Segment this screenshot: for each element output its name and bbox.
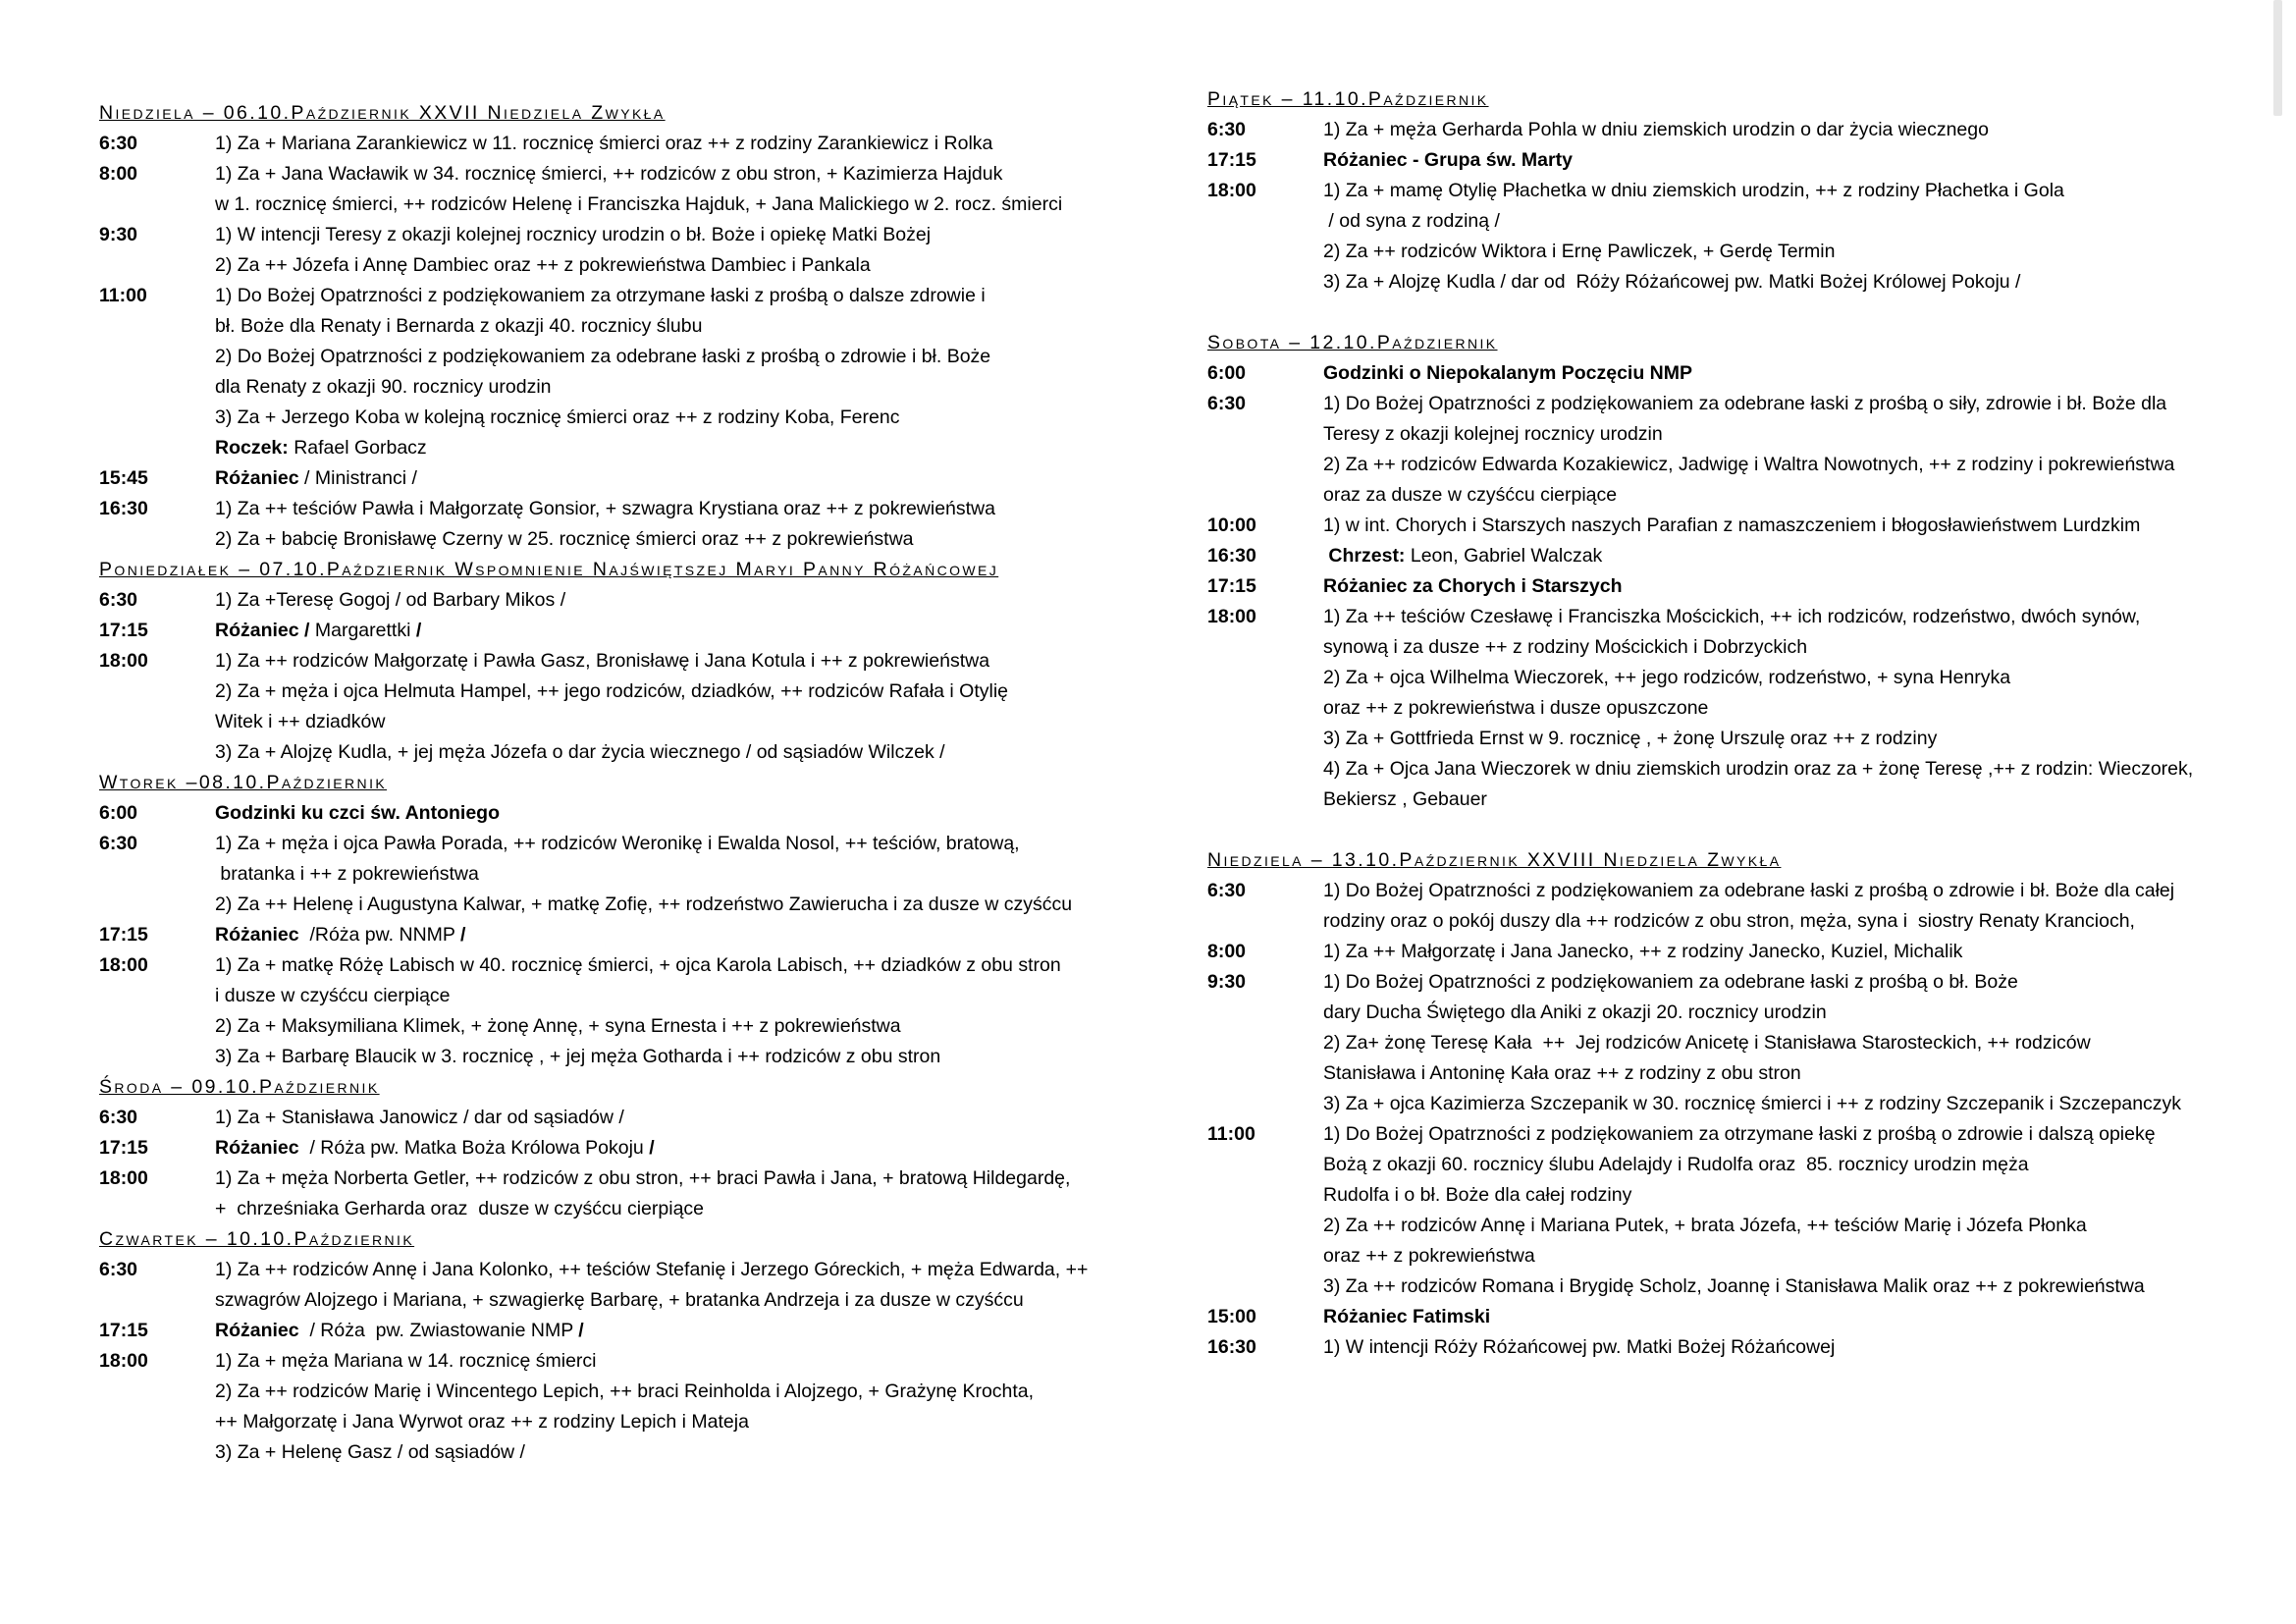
intention-line <box>215 281 1140 311</box>
intention-line <box>215 463 1140 494</box>
intention-text: Leon, Gabriel Walczak <box>1405 545 1603 567</box>
intention-text: dary Ducha Świętego dla Aniki z okazji 20. rocznicy urodzin <box>1323 1001 1827 1023</box>
intention-line <box>1323 1302 2248 1332</box>
intention-line <box>215 859 1140 890</box>
day-section <box>1207 84 2248 298</box>
mass-time: 18:00 <box>99 1167 148 1189</box>
intention-text: 2) Za + Maksymiliana Klimek, + żonę Annę, + syna Ernesta i ++ z pokrewieństwa <box>215 1015 901 1037</box>
intention-line <box>1323 785 2248 815</box>
intention-text: 1) Do Bożej Opatrzności z podziękowaniem za otrzymane łaski z prośbą o dalsze zdrowie i <box>215 285 986 306</box>
mass-time: 17:15 <box>99 620 148 641</box>
intention-text: 1) w int. Chorych i Starszych naszych Parafian z namaszczeniem i błogosławieństwem Lurdzkim <box>1323 514 2141 536</box>
intention-line <box>1323 632 2248 663</box>
mass-entry <box>99 616 1140 646</box>
mass-entry <box>1207 358 2248 389</box>
intention-text: Bożą z okazji 60. rocznicy ślubu Adelajdy i Rudolfa oraz 85. rocznicy urodzin męża <box>1323 1154 2029 1175</box>
mass-time: 17:15 <box>1207 149 1256 171</box>
intention-text: dla Renaty z okazji 90. rocznicy urodzin <box>215 376 552 398</box>
intention-line <box>1323 663 2248 693</box>
intention-line <box>1323 906 2248 937</box>
mass-entry <box>99 1346 1140 1468</box>
intention-list <box>215 950 1140 1072</box>
intention-list <box>1323 1332 2248 1363</box>
mass-entry <box>99 159 1140 220</box>
intention-line <box>1323 998 2248 1028</box>
mass-time: 9:30 <box>1207 971 1247 993</box>
intention-line <box>215 707 1140 737</box>
mass-time: 8:00 <box>99 163 138 185</box>
intention-list <box>1323 541 2248 571</box>
intention-line <box>1323 480 2248 511</box>
intention-text: + chrześniaka Gerharda oraz dusze w czyśćcu cierpiące <box>215 1198 705 1219</box>
day-section <box>99 1224 1140 1468</box>
intention-text: 3) Za + Alojzę Kudla, + jej męża Józefa o dar życia wiecznego / od sąsiadów Wilczek / <box>215 741 945 763</box>
intention-text: 2) Za+ żonę Teresę Kała ++ Jej rodziców Anicetę i Stanisława Starosteckich, ++ rodziców <box>1323 1032 2091 1054</box>
mass-entry <box>99 920 1140 950</box>
intention-list <box>1323 937 2248 967</box>
intention-text: 3) Za ++ rodziców Romana i Brygidę Scholz, Joannę i Stanisława Malik oraz ++ z pokrewieństwa <box>1323 1275 2145 1297</box>
intention-list <box>215 1133 1140 1164</box>
intention-list <box>1323 358 2248 389</box>
intention-line <box>1323 693 2248 724</box>
mass-time: 6:30 <box>99 1107 138 1128</box>
intention-text: 1) Do Bożej Opatrzności z podziękowaniem za otrzymane łaski z prośbą o zdrowie i dalszą opiekę <box>1323 1123 2156 1145</box>
intention-line <box>215 311 1140 342</box>
intention-line <box>215 403 1140 433</box>
intention-list <box>1323 571 2248 602</box>
intention-text: szwagrów Alojzego i Mariana, + szwagierkę Barbarę, + bratanka Andrzeja i za dusze w czyśćcu <box>215 1289 1024 1311</box>
intention-line <box>215 1437 1140 1468</box>
intention-list <box>215 798 1140 829</box>
intention-text: ++ Małgorzatę i Jana Wyrwot oraz ++ z rodziny Lepich i Mateja <box>215 1411 749 1433</box>
intention-list <box>215 159 1140 220</box>
mass-time: 17:15 <box>99 924 148 946</box>
intention-text: 1) Za ++ teściów Pawła i Małgorzatę Gonsior, + szwagra Krystiana oraz ++ z pokrewieństwa <box>215 498 995 519</box>
intention-text: Witek i ++ dziadków <box>215 711 386 732</box>
mass-entry <box>1207 145 2248 176</box>
mass-entry <box>99 798 1140 829</box>
intention-line <box>215 1377 1140 1407</box>
intention-text: 2) Za ++ rodziców Marię i Wincentego Lepich, ++ braci Reinholda i Alojzego, + Grażynę Krochta, <box>215 1380 1035 1402</box>
intention-text: 2) Za + męża i ojca Helmuta Hampel, ++ jego rodziców, dziadków, ++ rodziców Rafała i Otylię <box>215 680 1009 702</box>
intention-text: 1) Za + Stanisława Janowicz / dar od sąsiadów / <box>215 1107 624 1128</box>
day-section <box>1207 328 2248 815</box>
day-header: Środa – 09.10.Październik <box>99 1076 380 1098</box>
intention-list <box>215 281 1140 463</box>
intention-line <box>1323 1058 2248 1089</box>
intention-text: Rafael Gorbacz <box>288 437 427 459</box>
mass-time: 9:30 <box>99 224 138 245</box>
intention-list <box>215 494 1140 555</box>
bold-label: Różaniec <box>215 924 299 946</box>
mass-entry <box>1207 541 2248 571</box>
intention-line <box>215 1316 1140 1346</box>
intention-line <box>215 1133 1140 1164</box>
intention-line <box>1323 1272 2248 1302</box>
intention-text: / Róża pw. Zwiastowanie NMP <box>298 1320 579 1341</box>
left-column <box>99 98 1140 1468</box>
bold-label: Różaniec <box>215 1320 299 1341</box>
mass-time: 11:00 <box>99 285 147 306</box>
intention-line <box>1323 1028 2248 1058</box>
day-header: Piątek – 11.10.Październik <box>1207 88 1489 110</box>
day-header: Niedziela – 06.10.Październik XXVII Niedziela Zwykła <box>99 102 666 124</box>
day-section <box>99 98 1140 555</box>
intention-text: 2) Za ++ Helenę i Augustyna Kalwar, + matkę Zofię, ++ rodzeństwo Zawierucha i za dusze w czyśćcu <box>215 893 1073 915</box>
intention-line <box>215 677 1140 707</box>
day-section <box>99 555 1140 768</box>
intention-list <box>1323 876 2248 937</box>
intention-text: i dusze w czyśćcu cierpiące <box>215 985 451 1006</box>
intention-text: 4) Za + Ojca Jana Wieczorek w dniu ziemskich urodzin oraz za + żonę Teresę ,++ z rodzin: Wieczorek, <box>1323 758 2194 780</box>
intention-text: bł. Boże dla Renaty i Bernarda z okazji 40. rocznicy ślubu <box>215 315 703 337</box>
intention-text: 3) Za + Helenę Gasz / od sąsiadów / <box>215 1441 525 1463</box>
intention-text: 1) Za + męża Gerharda Pohla w dniu ziemskich urodzin o dar życia wiecznego <box>1323 119 1989 140</box>
bold-label: Chrzest: <box>1323 545 1406 567</box>
bold-label: Godzinki ku czci św. Antoniego <box>215 802 500 824</box>
intention-text: 2) Za ++ rodziców Edwarda Kozakiewicz, Jadwigę i Waltra Nowotnych, ++ z rodziny i pokrewieństwa <box>1323 454 2175 475</box>
intention-line <box>1323 1089 2248 1119</box>
intention-list <box>1323 389 2248 511</box>
intention-line <box>215 1255 1140 1285</box>
intention-text: 1) Za ++ Małgorzatę i Jana Janecko, ++ z rodziny Janecko, Kuziel, Michalik <box>1323 941 1963 962</box>
bold-label: / <box>578 1320 584 1341</box>
intention-text: Margarettki <box>309 620 416 641</box>
intention-line <box>1323 176 2248 206</box>
mass-time: 18:00 <box>99 1350 148 1372</box>
mass-time: 6:30 <box>99 1259 138 1280</box>
intention-line <box>1323 358 2248 389</box>
mass-entry <box>99 829 1140 920</box>
mass-entry <box>99 585 1140 616</box>
mass-entry <box>1207 115 2248 145</box>
intention-list <box>215 1346 1140 1468</box>
bold-label: / <box>415 620 422 641</box>
intention-text: Bekiersz , Gebauer <box>1323 788 1487 810</box>
intention-line <box>215 950 1140 981</box>
bold-label: Różaniec - Grupa św. Marty <box>1323 149 1573 171</box>
intention-text: 2) Za ++ rodziców Annę i Mariana Putek, + brata Józefa, ++ teściów Marię i Józefa Płonka <box>1323 1215 2087 1236</box>
intention-line <box>215 342 1140 372</box>
mass-time: 18:00 <box>1207 180 1256 201</box>
intention-text: 1) Za + matkę Różę Labisch w 40. rocznicę śmierci, + ojca Karola Labisch, ++ dziadków z obu stron <box>215 954 1061 976</box>
intention-text: 3) Za + ojca Kazimierza Szczepanik w 30. rocznicę śmierci i ++ z rodziny Szczepanik i Szczepanczyk <box>1323 1093 2182 1114</box>
intention-list <box>1323 602 2248 815</box>
intention-list <box>215 1103 1140 1133</box>
intention-text: oraz ++ z pokrewieństwa <box>1323 1245 1535 1267</box>
day-header: Czwartek – 10.10.Październik <box>99 1228 415 1250</box>
mass-entry <box>99 281 1140 463</box>
intention-line <box>215 250 1140 281</box>
mass-time: 6:00 <box>99 802 138 824</box>
intention-text: 1) Za +Teresę Gogoj / od Barbary Mikos / <box>215 589 566 611</box>
mass-time: 17:15 <box>99 1137 148 1159</box>
intention-list <box>1323 1302 2248 1332</box>
day-header: Poniedziałek – 07.10.Październik Wspomnienie Najświętszej Maryi Panny Różańcowej <box>99 559 999 580</box>
intention-text: 1) Za ++ rodziców Małgorzatę i Pawła Gasz, Bronisławę i Jana Kotula i ++ z pokrewieństwa <box>215 650 990 672</box>
mass-time: 6:30 <box>1207 119 1247 140</box>
intention-text: 2) Do Bożej Opatrzności z podziękowaniem za odebrane łaski z prośbą o zdrowie i bł. Boże <box>215 346 991 367</box>
intention-text: Teresy z okazji kolejnej rocznicy urodzin <box>1323 423 1663 445</box>
mass-time: 10:00 <box>1207 514 1256 536</box>
mass-entry <box>1207 176 2248 298</box>
intention-text: / od syna z rodziną / <box>1323 210 1500 232</box>
intention-line <box>215 159 1140 189</box>
intention-line <box>1323 1150 2248 1180</box>
mass-time: 6:30 <box>99 133 138 154</box>
mass-entry <box>99 463 1140 494</box>
intention-line <box>215 737 1140 768</box>
intention-line <box>1323 724 2248 754</box>
mass-time: 15:45 <box>99 467 148 489</box>
mass-time: 6:30 <box>1207 393 1247 414</box>
intention-text: oraz za dusze w czyśćcu cierpiące <box>1323 484 1618 506</box>
mass-entry <box>99 1255 1140 1316</box>
day-header: Wtorek –08.10.Październik <box>99 772 388 793</box>
day-header: Niedziela – 13.10.Październik XXVIII Niedziela Zwykła <box>1207 849 1782 871</box>
intention-text: 3) Za + Gottfrieda Ernst w 9. rocznicę , + żonę Urszulę oraz ++ z rodziny <box>1323 728 1938 749</box>
mass-time: 15:00 <box>1207 1306 1256 1327</box>
intention-line <box>1323 206 2248 237</box>
bold-label: / <box>459 924 466 946</box>
intention-line <box>215 616 1140 646</box>
intention-text: 1) Za ++ rodziców Annę i Jana Kolonko, ++ teściów Stefanię i Jerzego Góreckich, + męża Edwarda, ++ <box>215 1259 1089 1280</box>
intention-line <box>215 129 1140 159</box>
intention-list <box>1323 176 2248 298</box>
bold-label: Roczek: <box>215 437 289 459</box>
intention-text: / Ministranci / <box>298 467 417 489</box>
intention-line <box>1323 1180 2248 1211</box>
bold-label: Godzinki o Niepokalanym Poczęciu NMP <box>1323 362 1692 384</box>
intention-line <box>1323 967 2248 998</box>
intention-line <box>1323 937 2248 967</box>
intention-line <box>1323 1332 2248 1363</box>
intention-line <box>1323 1241 2248 1272</box>
intention-text: oraz ++ z pokrewieństwa i dusze opuszczone <box>1323 697 1709 719</box>
intention-line <box>1323 145 2248 176</box>
mass-entry <box>99 646 1140 768</box>
intention-text: / Róża pw. Matka Boża Królowa Pokoju <box>298 1137 650 1159</box>
intention-line <box>215 1407 1140 1437</box>
intention-line <box>215 920 1140 950</box>
intention-text: w 1. rocznicę śmierci, ++ rodziców Helenę i Franciszka Hajduk, + Jana Malickiego w 2. rocz. śmierci <box>215 193 1063 215</box>
intention-line <box>1323 602 2248 632</box>
bold-label: / <box>649 1137 655 1159</box>
intention-text: bratanka i ++ z pokrewieństwa <box>215 863 479 885</box>
mass-entry <box>99 129 1140 159</box>
intention-text: 3) Za + Alojzę Kudla / dar od Róży Różańcowej pw. Matki Bożej Królowej Pokoju / <box>1323 271 2021 293</box>
intention-line <box>215 1164 1140 1194</box>
mass-time: 6:30 <box>99 589 138 611</box>
mass-time: 6:30 <box>1207 880 1247 901</box>
mass-entry <box>1207 1119 2248 1302</box>
intention-line <box>215 585 1140 616</box>
intention-line <box>215 890 1140 920</box>
intention-line <box>1323 419 2248 450</box>
mass-entry <box>1207 389 2248 511</box>
intention-text: 1) Za + męża i ojca Pawła Porada, ++ rodziców Weronikę i Ewalda Nosol, ++ teściów, bratową, <box>215 833 1020 854</box>
intention-list <box>1323 115 2248 145</box>
intention-text: 1) W intencji Teresy z okazji kolejnej rocznicy urodzin o bł. Boże i opiekę Matki Bożej <box>215 224 932 245</box>
mass-entry <box>99 1103 1140 1133</box>
intention-line <box>1323 571 2248 602</box>
intention-list <box>215 616 1140 646</box>
intention-text: 1) Za + mamę Otylię Płachetka w dniu ziemskich urodzin, ++ z rodziny Płachetka i Gola <box>1323 180 2064 201</box>
intention-line <box>215 433 1140 463</box>
mass-time: 16:30 <box>1207 1336 1256 1358</box>
mass-time: 16:30 <box>1207 545 1256 567</box>
intention-line <box>1323 267 2248 298</box>
intention-line <box>215 220 1140 250</box>
mass-time: 6:30 <box>99 833 138 854</box>
mass-time: 6:00 <box>1207 362 1247 384</box>
scrollbar[interactable] <box>2273 0 2282 116</box>
intention-line <box>1323 754 2248 785</box>
bold-label: Różaniec Fatimski <box>1323 1306 1491 1327</box>
day-header: Sobota – 12.10.Październik <box>1207 332 1498 353</box>
intention-text: 2) Za ++ rodziców Wiktora i Ernę Pawliczek, + Gerdę Termin <box>1323 241 1836 262</box>
intention-text: 1) Do Bożej Opatrzności z podziękowaniem za odebrane łaski z prośbą o siły, zdrowie i bł. Boże dla <box>1323 393 2167 414</box>
intention-line <box>215 1194 1140 1224</box>
intention-line <box>215 646 1140 677</box>
right-column <box>1207 84 2248 1363</box>
mass-time: 18:00 <box>99 954 148 976</box>
mass-entry <box>99 494 1140 555</box>
intention-text: 1) Za + męża Norberta Getler, ++ rodziców z obu stron, ++ braci Pawła i Jana, + bratową Hildegardę, <box>215 1167 1071 1189</box>
intention-line <box>1323 389 2248 419</box>
intention-list <box>215 129 1140 159</box>
mass-entry <box>1207 937 2248 967</box>
intention-text: 1) Za + Jana Wacławik w 34. rocznicę śmierci, ++ rodziców z obu stron, + Kazimierza Hajduk <box>215 163 1003 185</box>
mass-time: 16:30 <box>99 498 148 519</box>
intention-text: 2) Za ++ Józefa i Annę Dambiec oraz ++ z pokrewieństwa Dambiec i Pankala <box>215 254 871 276</box>
mass-entry <box>1207 876 2248 937</box>
mass-time: 17:15 <box>99 1320 148 1341</box>
mass-entry <box>99 1164 1140 1224</box>
intention-line <box>215 1346 1140 1377</box>
mass-time: 18:00 <box>99 650 148 672</box>
intention-line <box>1323 541 2248 571</box>
intention-list <box>215 220 1140 281</box>
intention-line <box>215 1011 1140 1042</box>
intention-list <box>215 1255 1140 1316</box>
intention-text: rodziny oraz o pokój duszy dla ++ rodziców z obu stron, męża, syna i siostry Renaty Krancioch, <box>1323 910 2135 932</box>
intention-list <box>215 463 1140 494</box>
bold-label: Różaniec za Chorych i Starszych <box>1323 575 1623 597</box>
day-section <box>99 768 1140 1072</box>
bold-label: Różaniec <box>215 1137 299 1159</box>
mass-entry <box>99 1316 1140 1346</box>
intention-text: 1) W intencji Róży Różańcowej pw. Matki Bożej Różańcowej <box>1323 1336 1836 1358</box>
intention-list <box>1323 511 2248 541</box>
intention-text: 1) Za ++ teściów Czesławę i Franciszka Mościckich, ++ ich rodziców, rodzeństwo, dwóch synów, <box>1323 606 2141 627</box>
intention-line <box>215 372 1140 403</box>
mass-entry <box>99 950 1140 1072</box>
mass-entry <box>99 220 1140 281</box>
intention-line <box>215 1103 1140 1133</box>
intention-line <box>1323 450 2248 480</box>
intention-text: 1) Za + męża Mariana w 14. rocznicę śmierci <box>215 1350 597 1372</box>
intention-text: 3) Za + Barbarę Blaucik w 3. rocznicę , + jej męża Gotharda i ++ rodziców z obu stron <box>215 1046 941 1067</box>
mass-entry <box>1207 602 2248 815</box>
intention-list <box>215 585 1140 616</box>
intention-line <box>1323 1211 2248 1241</box>
intention-list <box>215 829 1140 920</box>
intention-line <box>215 829 1140 859</box>
mass-entry <box>1207 1332 2248 1363</box>
bold-label: Różaniec / <box>215 620 310 641</box>
intention-line <box>1323 237 2248 267</box>
intention-list <box>215 1316 1140 1346</box>
intention-line <box>215 494 1140 524</box>
intention-line <box>1323 115 2248 145</box>
mass-time: 17:15 <box>1207 575 1256 597</box>
mass-time: 11:00 <box>1207 1123 1255 1145</box>
intention-line <box>215 524 1140 555</box>
intention-line <box>215 1285 1140 1316</box>
intention-text: Rudolfa i o bł. Boże dla całej rodziny <box>1323 1184 1632 1206</box>
intention-text: 1) Za + Mariana Zarankiewicz w 11. rocznicę śmierci oraz ++ z rodziny Zarankiewicz i Rolka <box>215 133 993 154</box>
mass-entry <box>1207 1302 2248 1332</box>
mass-time: 8:00 <box>1207 941 1247 962</box>
mass-entry <box>1207 511 2248 541</box>
intention-list <box>215 1164 1140 1224</box>
intention-text: synową i za dusze ++ z rodziny Mościckich i Dobrzyckich <box>1323 636 1808 658</box>
mass-entry <box>1207 967 2248 1119</box>
intention-list <box>1323 145 2248 176</box>
intention-list <box>215 920 1140 950</box>
intention-line <box>215 1042 1140 1072</box>
intention-text: 2) Za + babcię Bronisławę Czerny w 25. rocznicę śmierci oraz ++ z pokrewieństwa <box>215 528 914 550</box>
intention-list <box>1323 967 2248 1119</box>
day-section <box>1207 845 2248 1363</box>
intention-line <box>215 798 1140 829</box>
intention-line <box>1323 1119 2248 1150</box>
intention-text: 1) Do Bożej Opatrzności z podziękowaniem za odebrane łaski z prośbą o bł. Boże <box>1323 971 2018 993</box>
bold-label: Różaniec <box>215 467 299 489</box>
intention-line <box>215 981 1140 1011</box>
intention-text: 1) Do Bożej Opatrzności z podziękowaniem za odebrane łaski z prośbą o zdrowie i bł. Boże dla całej <box>1323 880 2175 901</box>
day-section <box>99 1072 1140 1224</box>
intention-list <box>215 646 1140 768</box>
intention-text: 3) Za + Jerzego Koba w kolejną rocznicę śmierci oraz ++ z rodziny Koba, Ferenc <box>215 406 900 428</box>
intention-text: /Róża pw. NNMP <box>298 924 460 946</box>
intention-line <box>1323 876 2248 906</box>
intention-text: Stanisława i Antoninę Kała oraz ++ z rodziny z obu stron <box>1323 1062 1801 1084</box>
intention-line <box>1323 511 2248 541</box>
intention-text: 2) Za + ojca Wilhelma Wieczorek, ++ jego rodziców, rodzeństwo, + syna Henryka <box>1323 667 2011 688</box>
mass-entry <box>99 1133 1140 1164</box>
mass-entry <box>1207 571 2248 602</box>
intention-list <box>1323 1119 2248 1302</box>
mass-time: 18:00 <box>1207 606 1256 627</box>
intention-line <box>215 189 1140 220</box>
